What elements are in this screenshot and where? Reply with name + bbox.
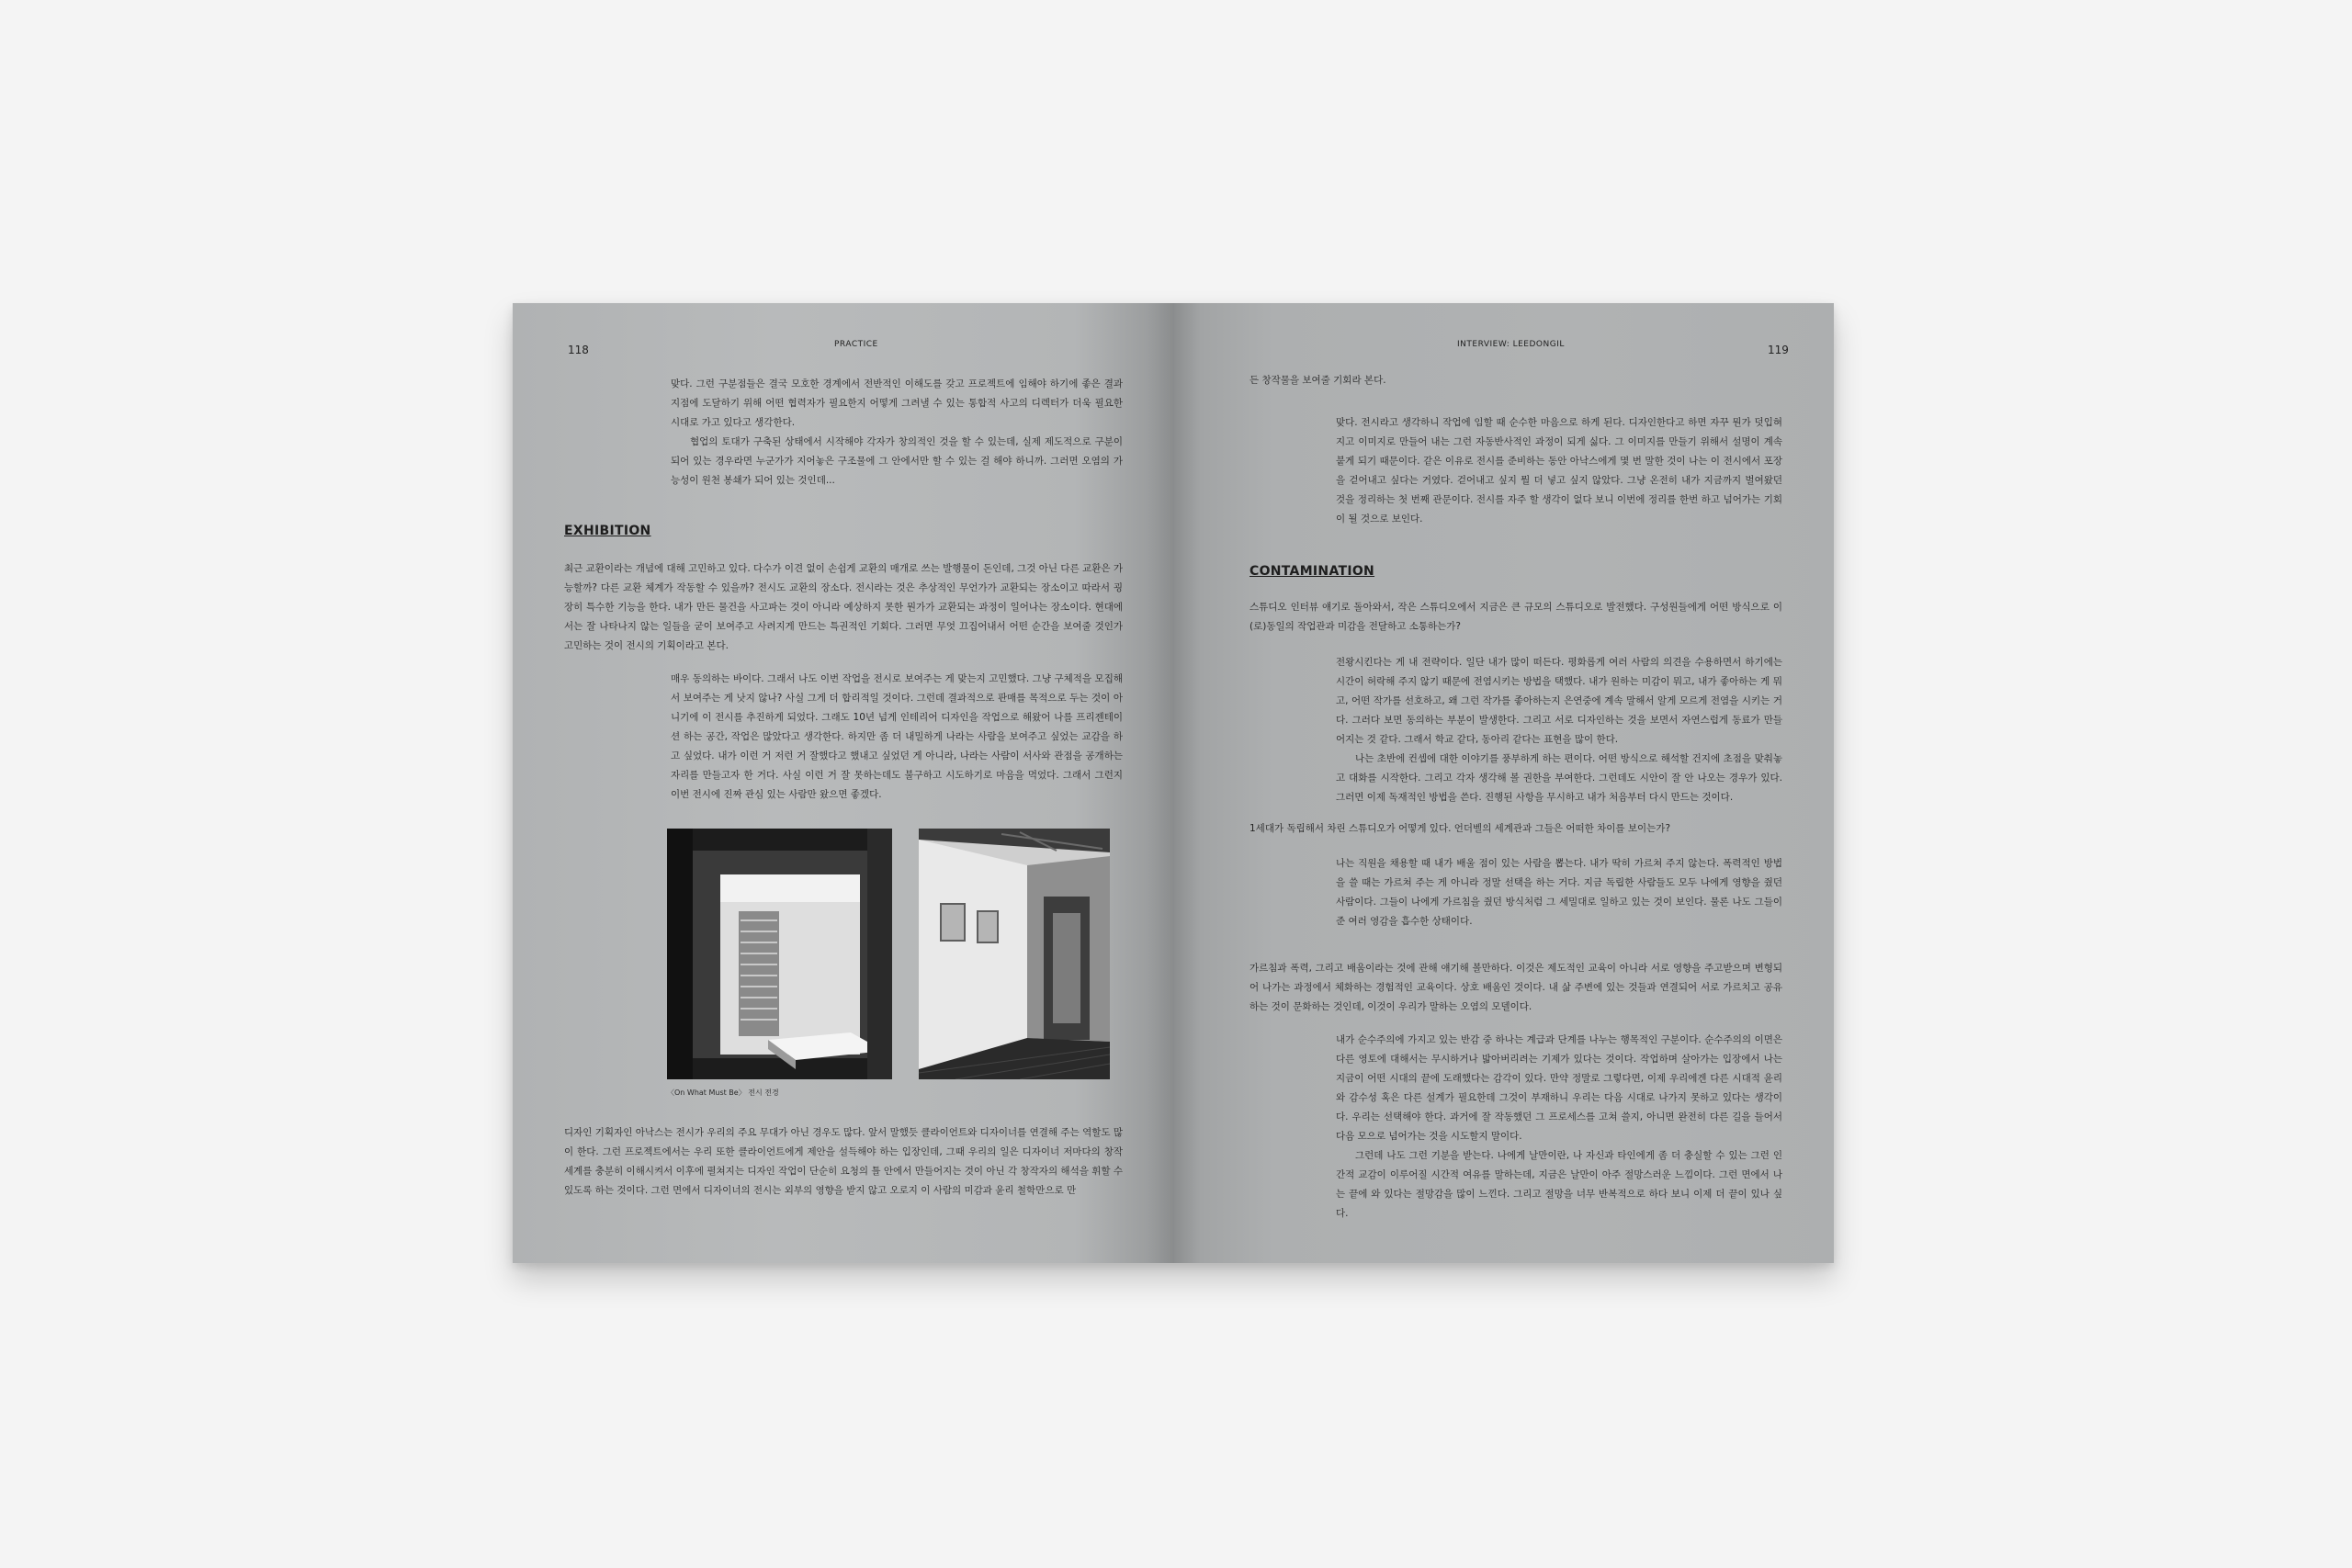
exhibition-photo-2 [919, 829, 1110, 1079]
exhibition-photo-2-graphic [919, 829, 1110, 1079]
question-1: 최근 교환이라는 개념에 대해 고민하고 있다. 다수가 이견 없이 손쉽게 교환의 매개로 쓰는 발행물이 돈인데, 그것 아닌 다른 교환은 가능할까? 다른 교환 체계가 작동할 수 있을까? 전시도 교환의 장소다. 전시라는 것은 추상적인 무언가가 교환되는 장소이고 따라서 굉장히 특수한 기능을 한다. 내가 만든 물건을 사고파는 것이 아니라 예상하지 못한 뭔가가 교환되는 과정이 일어나는 장소이다. 현대에서는 잘 나타나지 않는 일들을 굳이 보여주고 사려지게 만드는 특권적인 기회다. 그러면 무엇 끄집어내서 어떤 순간을 보여줄 것인가 고민하는 것이 전시의 기획이라고 본다. [564, 563, 1123, 651]
exhibition-photo-1 [667, 829, 892, 1079]
magazine-spread [513, 303, 1834, 1263]
answer-2-paragraph-2: 나는 초반에 컨셉에 대한 이야기를 풍부하게 하는 편이다. 어떤 방식으로 해석할 건지에 초점을 맞춰놓고 대화를 시작한다. 그리고 각자 생각해 볼 권한을 부여한다. 그런데도 시안이 잘 안 나오는 경우가 있다. 그러면 이제 독재적인 방법을 쓴다. 진행된 사항을 무시하고 내가 처음부터 다시 만드는 것이다. [1336, 753, 1782, 803]
page-number-left: 118 [568, 344, 589, 356]
intro-text [671, 375, 1123, 491]
left-page [513, 303, 1174, 1263]
answer-2-paragraph-1: 전왕시킨다는 게 내 전략이다. 일단 내가 많이 떠든다. 평화롭게 여러 사람의 의견을 수용하면서 하기에는 시간이 허락해 주지 않기 때문에 전염시키는 방법을 택했다. 내가 원하는 미감이 뭐고, 내가 좋아하는 게 뭐고, 어떤 작가를 선호하고, 왜 그런 작가를 좋아하는지 은연중에 계속 말해서 알게 모르게 전염을 시키는 거다. 그러다 보면 동의하는 부분이 발생한다. 그리고 서로 디자인하는 것을 보면서 자연스럽게 동료가 만들어지는 것 같다. 그래서 학교 같다, 동아리 같다는 표현을 많이 한다. [1336, 657, 1782, 745]
exhibition-photo-1-graphic [667, 829, 892, 1079]
answer-1: 매우 동의하는 바이다. 그래서 나도 이번 작업을 전시로 보여주는 게 맞는지 고민했다. 그냥 구체적을 모집해서 보여주는 게 낫지 않나? 사실 그게 더 합리적일 것이다. 그런데 결과적으로 판매를 목적으로 두는 것이 아니기에 이 전시를 추진하게 되었다. 그래도 10년 넘게 인테리어 디자인을 작업으로 해왔어 나를 프리젠테이션 하는 공간, 작업은 많았다고 생각한다. 하지만 좀 더 내밀하게 나라는 사람을 보여주고 싶었는 교감을 하고 싶었다. 내가 이런 거 저런 거 잘했다고 했내고 싶었던 게 아니라, 나라는 사람이 서사와 관점을 공개하는 자리를 만들고자 한 거다. 사실 이런 거 잘 못하는데도 불구하고 시도하기로 마음을 먹었다. 그래서 그런지 이번 전시에 진짜 관심 있는 사람만 왔으면 좋겠다. [671, 673, 1123, 800]
page-number-right: 119 [1768, 344, 1789, 356]
intro-paragraph-2: 협업의 토대가 구축된 상태에서 시작해야 각자가 창의적인 것을 할 수 있는데, 실제 제도적으로 구분이 되어 있는 경우라면 누군가가 지어놓은 구조물에 그 안에서만 할 수 있는 걸 해야 하니까. 그러면 오염의 가능성이 원천 봉쇄가 되어 있는 것인데... [671, 436, 1123, 486]
photo-caption: 〈On What Must Be〉 전시 전경 [667, 1089, 779, 1097]
answer-2 [1336, 653, 1782, 807]
answer-4 [1336, 1031, 1782, 1224]
answer-continued: 맞다. 전시라고 생각하니 작업에 임할 때 순수한 마음으로 하게 된다. 디자인한다고 하면 자꾸 뭔가 덧입혀지고 이미지로 만들어 내는 그런 자동반사적인 과정이 되게 싫다. 그 이미지를 만들기 위해서 설명이 계속 붙게 되기 때문이다. 같은 이유로 전시를 준비하는 동안 아낙스에게 몇 번 말한 것이 나는 이 전시에서 포장을 걷어내고 싶다는 거였다. 걷어내고 싶지 뭘 더 넣고 싶지 않았다. 그냥 온전히 내가 지금까지 벌여왔던 것을 정리하는 첫 번째 관문이다. 전시를 자주 할 생각이 없다 보니 이번에 정리를 한번 하고 넘어가는 기회이 될 것으로 보인다. [1336, 417, 1782, 525]
running-head-right: INTERVIEW: LEEDONGIL [1457, 340, 1565, 349]
right-page [1174, 303, 1834, 1263]
section-heading-exhibition: EXHIBITION [564, 524, 651, 538]
running-head-left: PRACTICE [834, 340, 878, 349]
answer-3: 나는 직원을 채용할 때 내가 배울 점이 있는 사람을 뽑는다. 내가 딱히 가르쳐 주지 않는다. 폭력적인 방법을 쓸 때는 가르쳐 주는 게 아니라 정말 선택을 하는 거다. 지금 독립한 사람들도 모두 나에게 영향을 줬던 사람이다. 그들이 나에게 가르침을 줬던 방식처럼 그 세밀대로 일하고 있는 것이 보인다. 물론 나도 그들이 준 여러 영감을 흡수한 상태이다. [1336, 858, 1782, 927]
question-3: 1세대가 독립해서 차린 스튜디오가 어떻게 있다. 언더벨의 세계관과 그들은 어떠한 차이를 보이는가? [1250, 823, 1671, 834]
section-heading-contamination: CONTAMINATION [1250, 564, 1375, 579]
intro-paragraph-1: 맞다. 그런 구분점들은 결국 모호한 경계에서 전반적인 이해도를 갖고 프로젝트에 임해야 하기에 좋은 결과 지점에 도달하기 위해 어떤 협력자가 필요한지 어떻게 그려낼 수 있는 통합적 사고의 디렉터가 더욱 필요한 시대로 가고 있다고 생각한다. [671, 378, 1123, 428]
carry-over-line: 든 창작물을 보여줄 기회라 본다. [1250, 375, 1386, 386]
answer-4-paragraph-1: 내가 순수주의에 가지고 있는 반감 중 하나는 계급과 단계를 나누는 행목적인 구분이다. 순수주의의 이면은 다른 영토에 대해서는 무시하거나 밟아버리려는 기제가 있다는 것이다. 작업하며 살아가는 입장에서 나는 지금이 어떤 시대의 끝에 도래했다는 감각이 있다. 만약 정말로 그렇다면, 이제 우리에겐 다른 시대적 윤리와 감수성 혹은 다른 설계가 필요한데 그것이 부재하니 우리는 다음 시대로 나가지 못하고 있다는 생각이다. 우리는 선택해야 한다. 과거에 잘 작동했던 그 프로세스를 고쳐 쓸지, 아니면 완전히 다른 길을 들어서 다음 모으로 넘어가는 것을 시도할지 말이다. [1336, 1034, 1782, 1142]
question-4: 가르침과 폭력, 그리고 배움이라는 것에 관해 얘기해 볼만하다. 이것은 제도적인 교육이 아니라 서로 영향을 주고받으며 변형되어 나가는 과정에서 체화하는 경험적인 교육이다. 상호 배움인 것이다. 내 삶 주변에 있는 것들과 연결되어 서로 가르치고 공유하는 것이 문화하는 것인데, 이것이 우리가 말하는 오염의 모델이다. [1250, 963, 1782, 1012]
answer-4-paragraph-2: 그런데 나도 그런 기분을 받는다. 나에게 날만이란, 나 자신과 타인에게 좀 더 충실할 수 있는 그런 인간적 교감이 이루어질 시간적 여유를 말하는데, 지금은 날만이 아주 절망스러운 느낌이다. 그런 면에서 나는 끝에 와 있다는 절망감을 많이 느낀다. 그리고 절망을 너무 반복적으로 하다 보니 이제 더 끝이 있나 싶다. [1336, 1150, 1782, 1219]
question-2: 스튜디오 인터뷰 얘기로 돌아와서, 작은 스튜디오에서 지금은 큰 규모의 스튜디오로 발전했다. 구성원들에게 어떤 방식으로 이(로)동일의 작업관과 미감을 전달하고 소통하는가? [1250, 602, 1782, 632]
closing-paragraph: 디자인 기획자인 아낙스는 전시가 우리의 주요 무대가 아닌 경우도 많다. 앞서 말했듯 클라이언트와 디자이너를 연결해 주는 역할도 많이 한다. 그런 프로젝트에서는 우리 또한 클라이언트에게 제안을 설득해야 하는 입장인데, 그때 우리의 일은 디자이너 저마다의 창작 세계를 충분히 이해시켜서 이후에 펼쳐지는 디자인 작업이 단순히 요청의 틀 안에서 만들어지는 것이 아닌 각 창작자의 해석을 휘할 수 있도록 하는 것이다. 그런 면에서 디자이너의 전시는 외부의 영향을 받지 않고 오로지 이 사람의 미감과 윤리 철학만으로 만 [564, 1127, 1123, 1196]
